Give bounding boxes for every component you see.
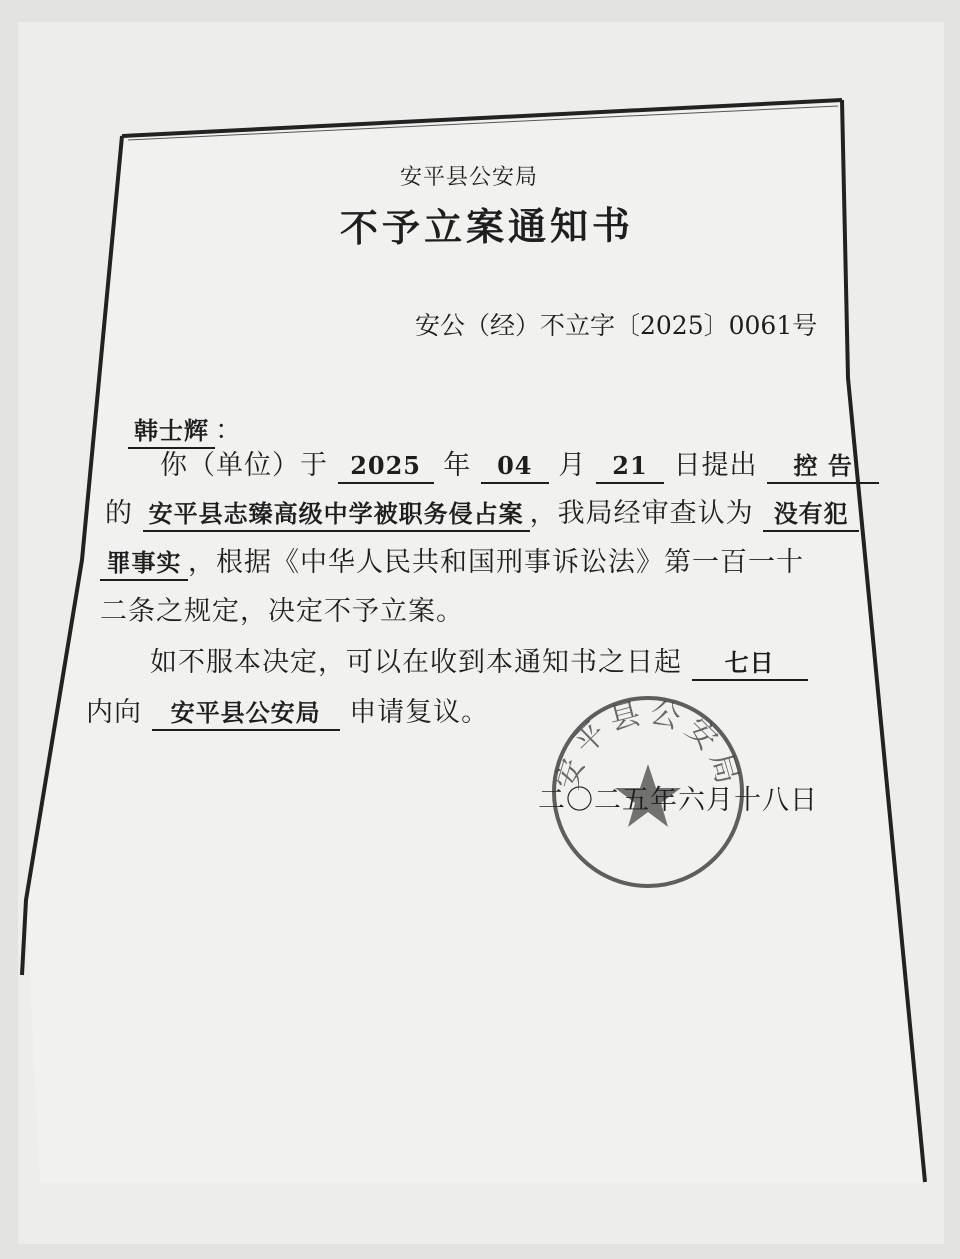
document-number: 安公（经）不立字〔2025〕0061号 — [415, 311, 818, 340]
text-segment: 如不服本决定，可以在收到本通知书之日起 — [150, 647, 682, 678]
text-segment: 内向 — [86, 697, 142, 728]
body-line-6 — [86, 690, 489, 731]
body-line-3 — [100, 540, 804, 581]
body-line-5 — [150, 640, 808, 681]
text-segment: 日提出 — [673, 450, 758, 481]
issuing-authority: 安平县公安局 — [400, 165, 539, 190]
body-line-1 — [160, 443, 879, 484]
text-segment: 的 — [105, 498, 133, 529]
body-line-2 — [105, 491, 859, 532]
text-segment: 申请复议。 — [349, 697, 490, 728]
filled-deadline: 七日 — [692, 647, 808, 681]
filled-finding-part2: 罪事实 — [100, 547, 188, 581]
filled-action: 控 告 — [767, 450, 879, 484]
document-title: 不予立案通知书 — [339, 202, 635, 251]
filled-month: 04 — [481, 450, 549, 484]
filled-case-name: 安平县志臻高级中学被职务侵占案 — [143, 498, 530, 532]
filled-finding-part1: 没有犯 — [763, 498, 859, 532]
addressee-suffix: ： — [215, 415, 243, 446]
body-line-4: 二条之规定，决定不予立案。 — [100, 596, 464, 627]
filled-year: 2025 — [338, 450, 434, 484]
addressee-name: 韩士辉 — [128, 415, 215, 449]
text-segment: ，我局经审查认为 — [529, 498, 754, 529]
filled-review-agency: 安平县公安局 — [152, 697, 340, 731]
issue-date: 二〇二五年六月十八日 — [538, 785, 818, 816]
text-segment: 你（单位）于 — [160, 450, 328, 481]
text-segment: 月 — [558, 450, 587, 481]
filled-day: 21 — [596, 450, 664, 484]
text-segment: ，根据《中华人民共和国刑事诉讼法》第一百一十 — [188, 547, 804, 578]
seal-text: 安平县公安局 — [549, 694, 747, 794]
text-segment: 年 — [443, 450, 472, 481]
